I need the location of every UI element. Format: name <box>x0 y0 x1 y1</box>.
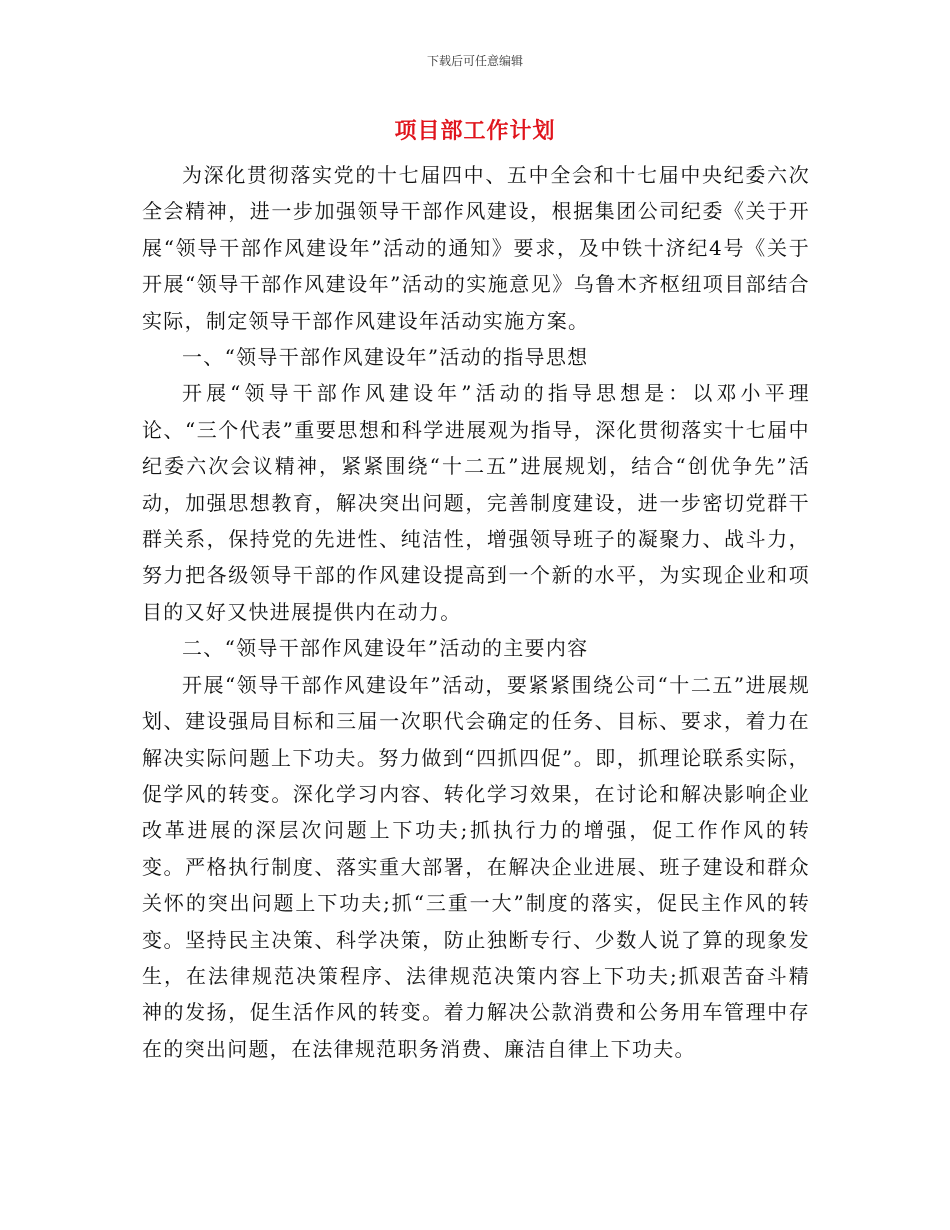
paragraph-guiding-thought: 开展“领导干部作风建设年”活动的指导思想是：以邓小平理论、“三个代表”重要思想和科学进展观为指导，深化贯彻落实十七届中纪委六次会议精神，紧紧围绕“十二五”进展规划，结合“创优争先”活动，加强思想教育，解决突出问题，完善制度建设，进一步密切党群干群关系，保持党的先进性、纯洁性，增强领导班子的凝聚力、战斗力，努力把各级领导干部的作风建设提高到一个新的水平，为实现企业和项目的又好又快进展提供内在动力。 <box>142 381 810 624</box>
section-heading-1: 一、“领导干部作风建设年”活动的指导思想 <box>182 345 589 370</box>
document-body <box>142 157 810 1067</box>
paragraph-main-content: 开展“领导干部作风建设年”活动，要紧紧围绕公司“十二五”进展规划、建设强局目标和三届一次职代会确定的任务、目标、要求，着力在解决实际问题上下功夫。努力做到“四抓四促”。即，抓理论联系实际，促学风的转变。深化学习内容、转化学习效果，在讨论和解决影响企业改革进展的深层次问题上下功夫;抓执行力的增强，促工作作风的转变。严格执行制度、落实重大部署，在解决企业进展、班子建设和群众关怀的突出问题上下功夫;抓“三重一大”制度的落实，促民主作风的转变。坚持民主决策、科学决策，防止独断专行、少数人说了算的现象发生，在法律规范决策程序、法律规范决策内容上下功夫;抓艰苦奋斗精神的发扬，促生活作风的转变。着力解决公款消费和公务用车管理中存在的突出问题，在法律规范职务消费、廉洁自律上下功夫。 <box>142 672 810 1061</box>
section-heading-2: 二、“领导干部作风建设年”活动的主要内容 <box>182 636 589 661</box>
page-header: 下载后可任意编辑 <box>426 54 523 68</box>
document-title: 项目部工作计划 <box>394 118 556 144</box>
paragraph-intro: 为深化贯彻落实党的十七届四中、五中全会和十七届中央纪委六次全会精神，进一步加强领导干部作风建设，根据集团公司纪委《关于开展“领导干部作风建设年”活动的通知》要求，及中铁十济纪4号《关于开展“领导干部作风建设年”活动的实施意见》乌鲁木齐枢纽项目部结合实际，制定领导干部作风建设年活动实施方案。 <box>142 163 810 333</box>
